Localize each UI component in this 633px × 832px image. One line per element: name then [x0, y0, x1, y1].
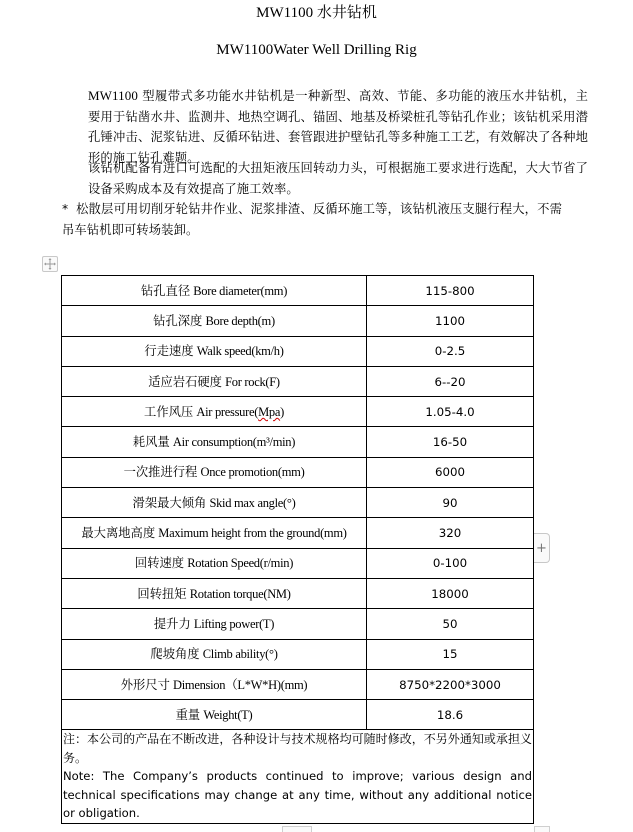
spec-row	[62, 397, 534, 427]
spec-name-cell	[62, 336, 367, 366]
spec-name-cell	[62, 639, 367, 669]
spec-name-cell	[62, 457, 367, 487]
add-row-button[interactable]	[534, 533, 550, 563]
spec-name-english: Climb ability(°)	[202, 647, 278, 662]
spec-name-english-tail: )	[280, 404, 284, 419]
note-row	[62, 730, 534, 824]
four-way-arrow-icon	[43, 257, 57, 271]
spec-name-english: For rock(F)	[225, 374, 280, 389]
spec-name-cell	[62, 427, 367, 457]
spec-name-chinese: 回转速度	[134, 556, 185, 571]
spec-value-cell: 90	[367, 488, 534, 518]
spec-name-cell	[62, 669, 367, 699]
spec-value-cell: 50	[367, 609, 534, 639]
specifications-table	[61, 275, 534, 824]
spec-row	[62, 336, 534, 366]
spec-value-cell: 0-2.5	[367, 336, 534, 366]
note-english: Note: The Company’s products continued to improve; various design and technical specifications may change at any time, without any additional notice or obligation.	[63, 769, 532, 821]
power-head-paragraph: 该钻机配备有进口可选配的大扭矩液压回转动力头，可根据施工要求进行选配，大大节省了设备采购成本及有效提高了施工效率。	[88, 161, 588, 196]
plus-icon: +	[536, 540, 547, 556]
spec-name-chinese: 爬坡角度	[150, 647, 200, 662]
spec-name-chinese: 最大离地高度	[81, 526, 156, 541]
spec-value-cell: 115-800	[367, 276, 534, 306]
document-title-chinese: MW1100 水井钻机	[256, 5, 377, 21]
spec-name-cell	[62, 700, 367, 730]
spec-name-chinese: 提升力	[153, 616, 191, 631]
bullet-paragraph	[62, 199, 562, 240]
spec-name-chinese: 工作风压	[144, 404, 194, 419]
spec-name-chinese: 适应岩石硬度	[148, 374, 222, 389]
spec-name-chinese: 耗风量	[132, 435, 170, 450]
spec-name-english: Bore diameter(mm)	[193, 283, 288, 298]
spec-row	[62, 457, 534, 487]
spec-value-cell: 15	[367, 639, 534, 669]
spec-row	[62, 366, 534, 396]
spec-value-cell: 18.6	[367, 700, 534, 730]
spec-name-cell	[62, 306, 367, 336]
spec-row	[62, 609, 534, 639]
spec-name-english: Once promotion(mm)	[200, 465, 305, 480]
spec-name-cell	[62, 609, 367, 639]
spec-value-cell: 0-100	[367, 548, 534, 578]
spec-row	[62, 488, 534, 518]
spec-name-english: Air pressure(	[196, 404, 259, 419]
spec-name-english: Maximum height from the ground(mm)	[158, 526, 347, 541]
spec-name-chinese: 滑架最大倾角	[132, 495, 207, 510]
spec-row	[62, 578, 534, 608]
spec-value-cell: 1100	[367, 306, 534, 336]
spec-row	[62, 548, 534, 578]
spec-name-cell	[62, 578, 367, 608]
spec-name-cell	[62, 397, 367, 427]
spec-value-cell: 6--20	[367, 366, 534, 396]
intro-paragraph	[62, 86, 588, 168]
table-corner-handle[interactable]	[534, 826, 550, 832]
note-cell	[62, 730, 534, 824]
spec-name-cell	[62, 366, 367, 396]
spec-name-cell	[62, 518, 367, 548]
spec-value-cell: 16-50	[367, 427, 534, 457]
spec-name-english: Air consumption(m³/min)	[172, 435, 296, 450]
spec-name-cell	[62, 276, 367, 306]
spec-name-chinese: 外形尺寸	[120, 677, 170, 692]
spec-name-chinese: 行走速度	[144, 344, 194, 359]
spec-value-cell: 320	[367, 518, 534, 548]
intro-text: 型履带式多功能水井钻机是一种新型、高效、节能、多功能的液压水井钻机，主要用于钻凿水井、监测井、地热空调孔、锚固、地基及桥梁桩孔等钻孔作业；该钻机采用潜孔锤冲击、泥浆钻进、反循环钻进、套管跟进护壁钻孔等多种施工工艺，有效解决了各种地形的施工钻孔难题。	[88, 89, 588, 165]
spec-row	[62, 427, 534, 457]
spec-name-english: Rotation Speed(r/min)	[187, 556, 294, 571]
spec-value-cell: 8750*2200*3000	[367, 669, 534, 699]
spec-name-cell	[62, 548, 367, 578]
note-chinese: 注：本公司的产品在不断改进，各种设计与技术规格均可随时修改，不另外通知或承担义务。	[63, 732, 532, 765]
spec-name-chinese: 回转扭矩	[137, 586, 187, 601]
spellcheck-flagged-word[interactable]: Mpa	[258, 404, 281, 419]
spec-name-english: Bore depth(m)	[205, 313, 275, 328]
spec-row	[62, 276, 534, 306]
intro-model-name: MW1100	[88, 88, 138, 103]
spec-name-english: Skid max angle(°)	[209, 495, 296, 510]
bullet-mark: *	[62, 202, 69, 216]
spec-name-cell	[62, 488, 367, 518]
spec-value-cell: 1.05-4.0	[367, 397, 534, 427]
table-resize-handle[interactable]	[282, 826, 312, 832]
spec-row	[62, 669, 534, 699]
spec-value-cell: 6000	[367, 457, 534, 487]
spec-row	[62, 306, 534, 336]
table-move-handle[interactable]	[42, 256, 58, 272]
spec-name-chinese: 钻孔深度	[153, 313, 203, 328]
spec-name-english: Dimension（L*W*H)(mm)	[173, 677, 308, 692]
spec-name-chinese: 重量	[175, 707, 201, 722]
spec-row	[62, 700, 534, 730]
spec-name-chinese: 钻孔直径	[140, 283, 191, 298]
spec-name-english: Weight(T)	[203, 707, 253, 722]
spec-name-chinese: 一次推进行程	[123, 465, 198, 480]
spec-name-english: Walk speed(km/h)	[196, 344, 284, 359]
spec-name-english: Rotation torque(NM)	[189, 586, 291, 601]
spec-row	[62, 518, 534, 548]
document-title-english: MW1100Water Well Drilling Rig	[216, 42, 417, 58]
spec-row	[62, 639, 534, 669]
bullet-text: 松散层可用切削牙轮钻井作业、泥浆排渣、反循环施工等，该钻机液压支腿行程大，不需吊车钻机即可转场装卸。	[62, 202, 562, 237]
spec-value-cell: 18000	[367, 578, 534, 608]
spec-name-english: Lifting power(T)	[193, 616, 275, 631]
